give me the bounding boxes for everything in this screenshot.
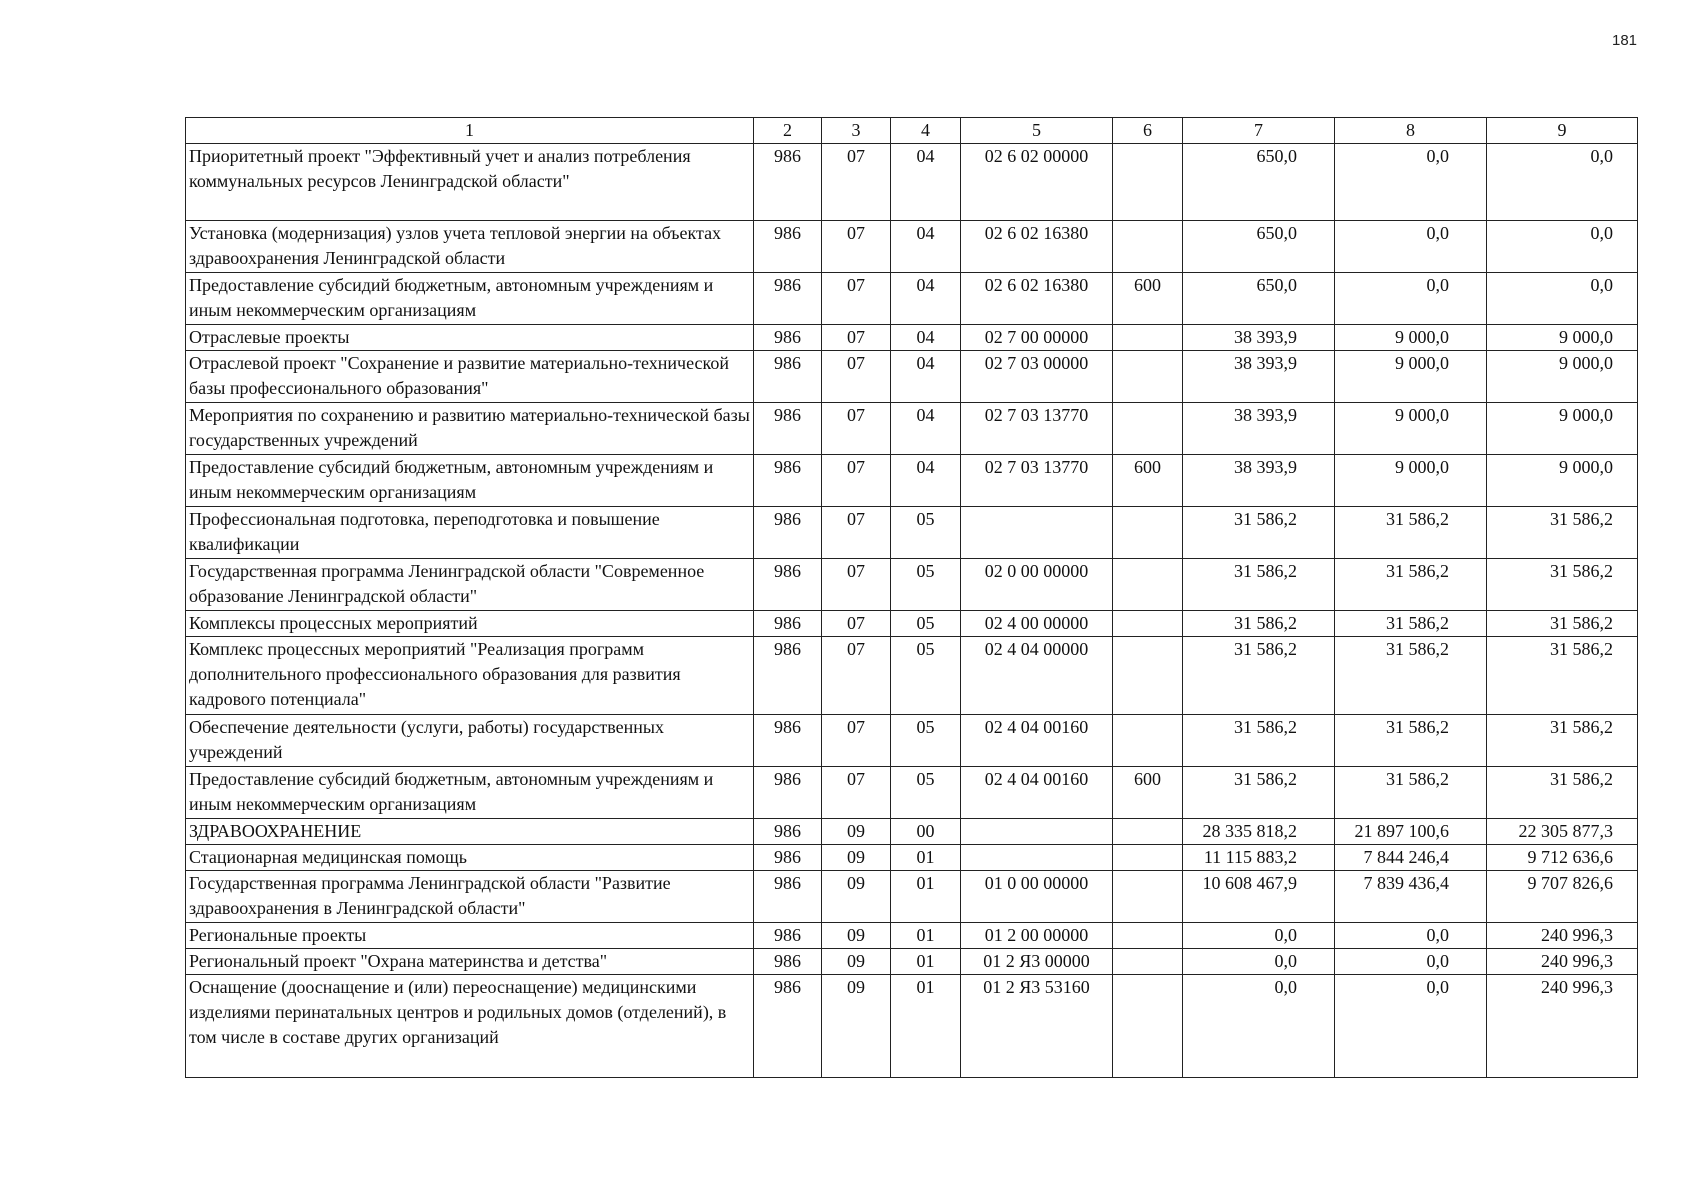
cell-col-6 — [1113, 715, 1183, 767]
table-row — [186, 871, 1638, 923]
cell-col-3: 07 — [822, 767, 891, 819]
cell-col-8: 31 586,2 — [1335, 767, 1487, 819]
row-name-cell: Профессиональная подготовка, переподготовка и повышение квалификации — [186, 507, 754, 559]
cell-col-6 — [1113, 949, 1183, 975]
cell-col-2: 986 — [754, 975, 822, 1078]
cell-col-5: 02 6 02 16380 — [961, 221, 1113, 273]
cell-col-9: 240 996,3 — [1487, 975, 1638, 1078]
cell-col-6 — [1113, 871, 1183, 923]
cell-col-7: 10 608 467,9 — [1183, 871, 1335, 923]
cell-col-2: 986 — [754, 221, 822, 273]
cell-col-4: 01 — [891, 845, 961, 871]
cell-col-3: 07 — [822, 715, 891, 767]
row-name-cell: Государственная программа Ленинградской области "Современное образование Ленинградской области" — [186, 559, 754, 611]
cell-col-4: 04 — [891, 403, 961, 455]
cell-col-8: 9 000,0 — [1335, 325, 1487, 351]
cell-col-4: 04 — [891, 144, 961, 221]
table-row — [186, 975, 1638, 1078]
cell-col-2: 986 — [754, 845, 822, 871]
table-row — [186, 637, 1638, 715]
cell-col-6 — [1113, 144, 1183, 221]
cell-col-5 — [961, 845, 1113, 871]
row-name-cell: Предоставление субсидий бюджетным, автономным учреждениям и иным некоммерческим организациям — [186, 767, 754, 819]
cell-col-6 — [1113, 611, 1183, 637]
cell-col-5 — [961, 819, 1113, 845]
cell-col-9: 9 707 826,6 — [1487, 871, 1638, 923]
table-row — [186, 767, 1638, 819]
cell-col-5: 01 0 00 00000 — [961, 871, 1113, 923]
cell-col-9: 0,0 — [1487, 144, 1638, 221]
cell-col-9: 0,0 — [1487, 221, 1638, 273]
header-cell: 8 — [1335, 118, 1487, 144]
cell-col-5: 02 4 04 00000 — [961, 637, 1113, 715]
cell-col-9: 9 712 636,6 — [1487, 845, 1638, 871]
cell-col-8: 7 844 246,4 — [1335, 845, 1487, 871]
table-row — [186, 144, 1638, 221]
cell-col-7: 31 586,2 — [1183, 637, 1335, 715]
row-name-cell: Приоритетный проект "Эффективный учет и анализ потребления коммунальных ресурсов Ленинградской области" — [186, 144, 754, 221]
cell-col-2: 986 — [754, 559, 822, 611]
cell-col-6 — [1113, 845, 1183, 871]
cell-col-9: 9 000,0 — [1487, 455, 1638, 507]
cell-col-6 — [1113, 351, 1183, 403]
cell-col-6 — [1113, 923, 1183, 949]
cell-col-4: 05 — [891, 715, 961, 767]
cell-col-5: 02 7 03 13770 — [961, 403, 1113, 455]
cell-col-7: 0,0 — [1183, 949, 1335, 975]
cell-col-4: 01 — [891, 871, 961, 923]
cell-col-9: 31 586,2 — [1487, 559, 1638, 611]
cell-col-9: 31 586,2 — [1487, 611, 1638, 637]
cell-col-7: 38 393,9 — [1183, 325, 1335, 351]
table-row — [186, 715, 1638, 767]
cell-col-3: 07 — [822, 403, 891, 455]
cell-col-9: 22 305 877,3 — [1487, 819, 1638, 845]
header-cell: 3 — [822, 118, 891, 144]
budget-table — [185, 117, 1638, 1078]
cell-col-5: 02 4 04 00160 — [961, 715, 1113, 767]
cell-col-5: 02 4 00 00000 — [961, 611, 1113, 637]
cell-col-7: 38 393,9 — [1183, 455, 1335, 507]
cell-col-6 — [1113, 637, 1183, 715]
cell-col-2: 986 — [754, 325, 822, 351]
cell-col-7: 38 393,9 — [1183, 403, 1335, 455]
cell-col-5: 02 7 03 13770 — [961, 455, 1113, 507]
cell-col-6 — [1113, 975, 1183, 1078]
cell-col-8: 0,0 — [1335, 949, 1487, 975]
cell-col-3: 07 — [822, 325, 891, 351]
page-number: 181 — [1612, 32, 1638, 49]
cell-col-3: 07 — [822, 273, 891, 325]
cell-col-3: 07 — [822, 455, 891, 507]
header-cell: 5 — [961, 118, 1113, 144]
cell-col-3: 09 — [822, 923, 891, 949]
cell-col-7: 31 586,2 — [1183, 767, 1335, 819]
row-name-cell: Региональный проект "Охрана материнства и детства" — [186, 949, 754, 975]
cell-col-4: 04 — [891, 455, 961, 507]
cell-col-6 — [1113, 507, 1183, 559]
table-row — [186, 273, 1638, 325]
cell-col-5: 02 7 00 00000 — [961, 325, 1113, 351]
cell-col-6 — [1113, 559, 1183, 611]
table-row — [186, 507, 1638, 559]
cell-col-4: 04 — [891, 325, 961, 351]
cell-col-8: 31 586,2 — [1335, 637, 1487, 715]
table-row — [186, 845, 1638, 871]
cell-col-3: 07 — [822, 637, 891, 715]
cell-col-8: 0,0 — [1335, 144, 1487, 221]
cell-col-6: 600 — [1113, 273, 1183, 325]
cell-col-2: 986 — [754, 715, 822, 767]
cell-col-4: 05 — [891, 559, 961, 611]
cell-col-2: 986 — [754, 403, 822, 455]
cell-col-4: 04 — [891, 351, 961, 403]
cell-col-8: 0,0 — [1335, 273, 1487, 325]
cell-col-4: 05 — [891, 637, 961, 715]
cell-col-5: 02 6 02 16380 — [961, 273, 1113, 325]
cell-col-8: 31 586,2 — [1335, 715, 1487, 767]
cell-col-8: 9 000,0 — [1335, 403, 1487, 455]
cell-col-2: 986 — [754, 767, 822, 819]
cell-col-5: 02 0 00 00000 — [961, 559, 1113, 611]
cell-col-4: 04 — [891, 273, 961, 325]
cell-col-4: 01 — [891, 975, 961, 1078]
cell-col-2: 986 — [754, 819, 822, 845]
cell-col-3: 07 — [822, 611, 891, 637]
cell-col-4: 04 — [891, 221, 961, 273]
cell-col-5: 02 4 04 00160 — [961, 767, 1113, 819]
cell-col-8: 9 000,0 — [1335, 351, 1487, 403]
cell-col-8: 0,0 — [1335, 221, 1487, 273]
cell-col-9: 240 996,3 — [1487, 949, 1638, 975]
cell-col-8: 31 586,2 — [1335, 611, 1487, 637]
cell-col-7: 650,0 — [1183, 144, 1335, 221]
cell-col-6 — [1113, 403, 1183, 455]
cell-col-6 — [1113, 325, 1183, 351]
header-cell: 7 — [1183, 118, 1335, 144]
cell-col-2: 986 — [754, 455, 822, 507]
cell-col-6: 600 — [1113, 455, 1183, 507]
cell-col-9: 9 000,0 — [1487, 403, 1638, 455]
row-name-cell: Комплекс процессных мероприятий "Реализация программ дополнительного профессионального образования для развития кадрового потенциала" — [186, 637, 754, 715]
cell-col-2: 986 — [754, 871, 822, 923]
table-row — [186, 351, 1638, 403]
table-row — [186, 455, 1638, 507]
table-row — [186, 923, 1638, 949]
cell-col-7: 31 586,2 — [1183, 559, 1335, 611]
cell-col-7: 650,0 — [1183, 273, 1335, 325]
table-row — [186, 559, 1638, 611]
cell-col-6 — [1113, 819, 1183, 845]
row-name-cell: Мероприятия по сохранению и развитию материально-технической базы государственных учреждений — [186, 403, 754, 455]
cell-col-3: 09 — [822, 871, 891, 923]
cell-col-4: 05 — [891, 767, 961, 819]
header-cell: 9 — [1487, 118, 1638, 144]
cell-col-6: 600 — [1113, 767, 1183, 819]
cell-col-7: 31 586,2 — [1183, 715, 1335, 767]
row-name-cell: Комплексы процессных мероприятий — [186, 611, 754, 637]
table-row — [186, 611, 1638, 637]
cell-col-7: 0,0 — [1183, 975, 1335, 1078]
cell-col-7: 0,0 — [1183, 923, 1335, 949]
row-name-cell: Стационарная медицинская помощь — [186, 845, 754, 871]
cell-col-5: 01 2 Я3 00000 — [961, 949, 1113, 975]
cell-col-3: 07 — [822, 507, 891, 559]
row-name-cell: Обеспечение деятельности (услуги, работы) государственных учреждений — [186, 715, 754, 767]
table-row — [186, 221, 1638, 273]
row-name-cell: Оснащение (дооснащение и (или) переоснащение) медицинскими изделиями перинатальных центров и родильных домов (отделений), в том числе в составе других организаций — [186, 975, 754, 1078]
cell-col-3: 07 — [822, 144, 891, 221]
cell-col-8: 0,0 — [1335, 975, 1487, 1078]
cell-col-9: 31 586,2 — [1487, 507, 1638, 559]
cell-col-3: 09 — [822, 819, 891, 845]
row-name-cell: Предоставление субсидий бюджетным, автономным учреждениям и иным некоммерческим организациям — [186, 455, 754, 507]
cell-col-2: 986 — [754, 144, 822, 221]
row-name-cell: Установка (модернизация) узлов учета тепловой энергии на объектах здравоохранения Ленинградской области — [186, 221, 754, 273]
row-name-cell: Предоставление субсидий бюджетным, автономным учреждениям и иным некоммерческим организациям — [186, 273, 754, 325]
cell-col-8: 31 586,2 — [1335, 507, 1487, 559]
cell-col-3: 09 — [822, 845, 891, 871]
header-cell: 6 — [1113, 118, 1183, 144]
cell-col-2: 986 — [754, 351, 822, 403]
table-row — [186, 819, 1638, 845]
cell-col-2: 986 — [754, 273, 822, 325]
cell-col-4: 01 — [891, 949, 961, 975]
row-name-cell: Отраслевые проекты — [186, 325, 754, 351]
table-row — [186, 325, 1638, 351]
cell-col-9: 240 996,3 — [1487, 923, 1638, 949]
cell-col-2: 986 — [754, 949, 822, 975]
cell-col-3: 09 — [822, 975, 891, 1078]
cell-col-5: 02 6 02 00000 — [961, 144, 1113, 221]
table-row — [186, 403, 1638, 455]
cell-col-9: 31 586,2 — [1487, 767, 1638, 819]
cell-col-2: 986 — [754, 637, 822, 715]
cell-col-9: 9 000,0 — [1487, 325, 1638, 351]
cell-col-9: 31 586,2 — [1487, 715, 1638, 767]
cell-col-5: 01 2 Я3 53160 — [961, 975, 1113, 1078]
cell-col-9: 0,0 — [1487, 273, 1638, 325]
header-row — [186, 118, 1638, 144]
cell-col-8: 7 839 436,4 — [1335, 871, 1487, 923]
cell-col-7: 38 393,9 — [1183, 351, 1335, 403]
cell-col-7: 650,0 — [1183, 221, 1335, 273]
cell-col-9: 9 000,0 — [1487, 351, 1638, 403]
header-cell: 1 — [186, 118, 754, 144]
cell-col-3: 07 — [822, 559, 891, 611]
cell-col-8: 21 897 100,6 — [1335, 819, 1487, 845]
cell-col-3: 07 — [822, 221, 891, 273]
cell-col-2: 986 — [754, 611, 822, 637]
cell-col-5: 02 7 03 00000 — [961, 351, 1113, 403]
cell-col-8: 9 000,0 — [1335, 455, 1487, 507]
table-row — [186, 949, 1638, 975]
cell-col-7: 31 586,2 — [1183, 507, 1335, 559]
header-cell: 2 — [754, 118, 822, 144]
cell-col-4: 00 — [891, 819, 961, 845]
cell-col-8: 31 586,2 — [1335, 559, 1487, 611]
header-cell: 4 — [891, 118, 961, 144]
cell-col-2: 986 — [754, 923, 822, 949]
cell-col-3: 07 — [822, 351, 891, 403]
cell-col-3: 09 — [822, 949, 891, 975]
cell-col-7: 11 115 883,2 — [1183, 845, 1335, 871]
row-name-cell: Региональные проекты — [186, 923, 754, 949]
cell-col-7: 31 586,2 — [1183, 611, 1335, 637]
cell-col-8: 0,0 — [1335, 923, 1487, 949]
cell-col-5 — [961, 507, 1113, 559]
cell-col-9: 31 586,2 — [1487, 637, 1638, 715]
cell-col-7: 28 335 818,2 — [1183, 819, 1335, 845]
cell-col-4: 05 — [891, 611, 961, 637]
cell-col-2: 986 — [754, 507, 822, 559]
cell-col-6 — [1113, 221, 1183, 273]
row-name-cell: ЗДРАВООХРАНЕНИЕ — [186, 819, 754, 845]
row-name-cell: Отраслевой проект "Сохранение и развитие материально-технической базы профессионального образования" — [186, 351, 754, 403]
cell-col-5: 01 2 00 00000 — [961, 923, 1113, 949]
cell-col-4: 05 — [891, 507, 961, 559]
cell-col-4: 01 — [891, 923, 961, 949]
row-name-cell: Государственная программа Ленинградской области "Развитие здравоохранения в Ленинградской области" — [186, 871, 754, 923]
